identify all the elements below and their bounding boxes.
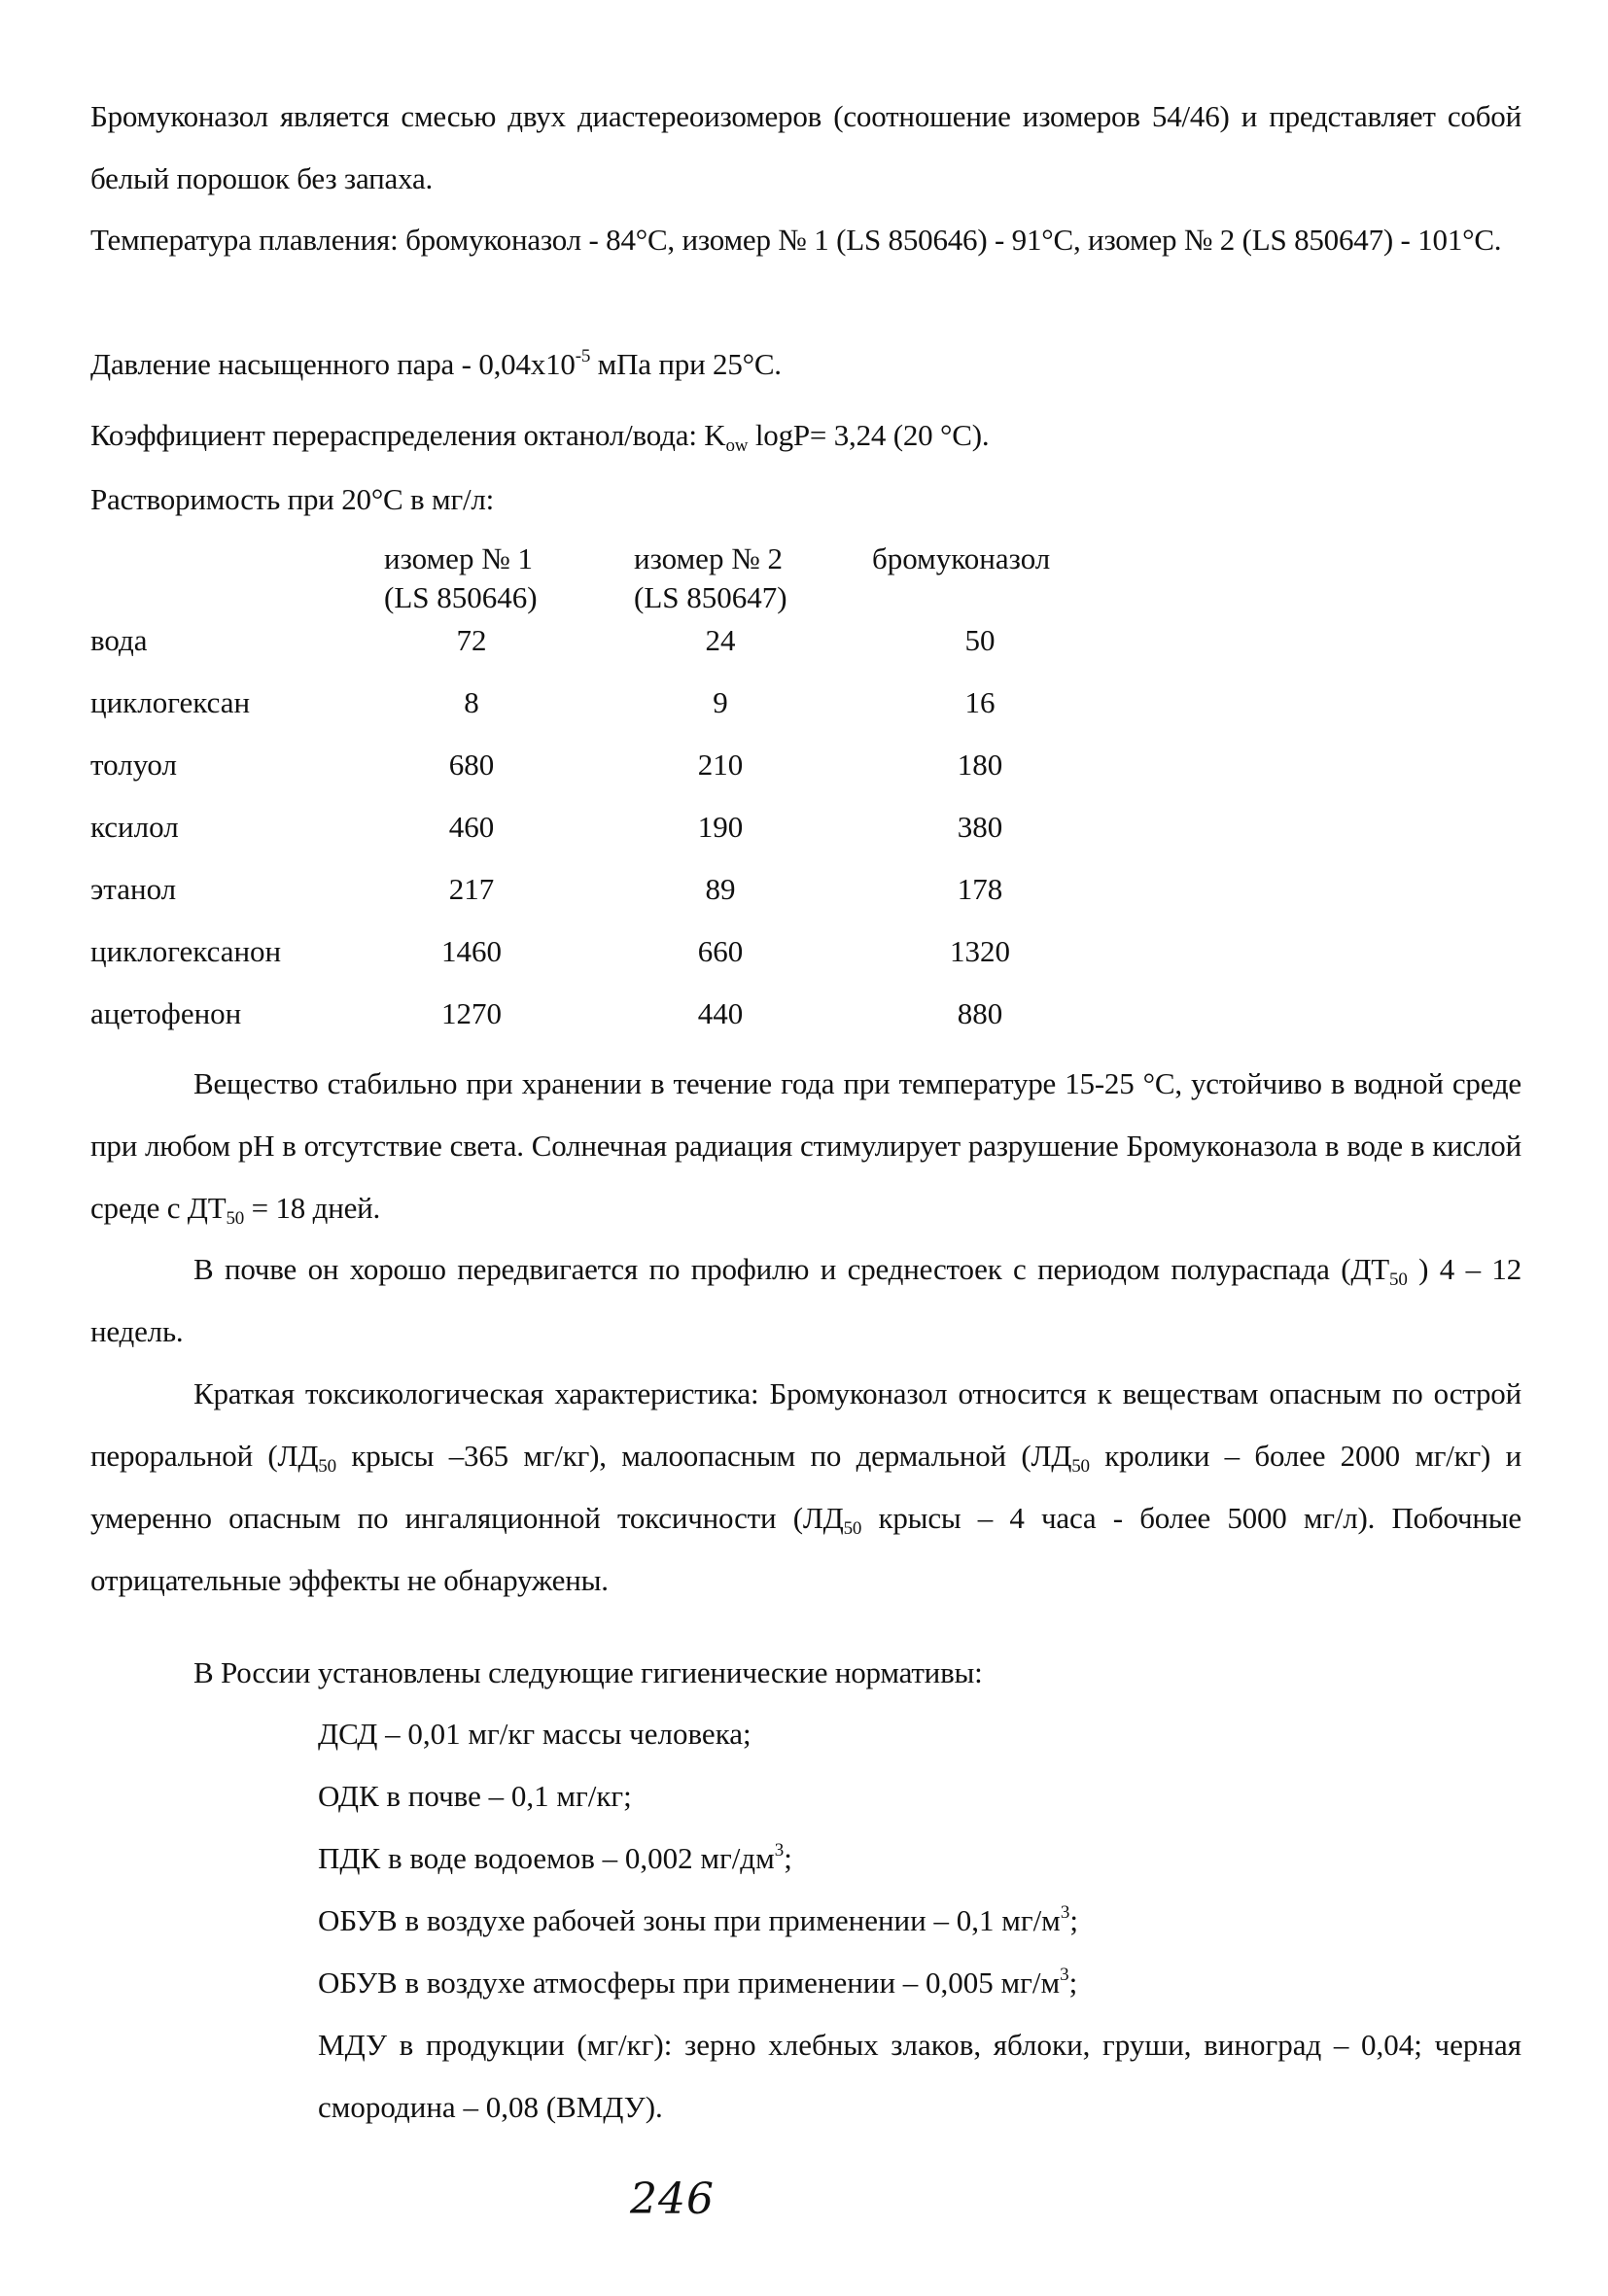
table-row xyxy=(90,748,1160,786)
bromuconazole-value: 880 xyxy=(957,996,1003,1030)
norm-item-pdk: ПДК в воде водоемов – 0,002 $мг/дм^3$; xyxy=(318,1840,792,1875)
toxicology-paragraph: Краткая токсикологическая характеристика: Бромуконазол относится к веществам опасным по острой пероральной ($ЛД_{50}$ крысы –365 мг/кг), малоопасным по дермальной ($ЛД_{50}$ кролики – более 2000 мг/кг) и умеренно опасным по ингаляционной токсичности ($ЛД_{50}$ крысы – 4 часа - более 5000 мг/л). Побочные отрицательные эффекты не обнаружены. xyxy=(90,1376,1521,1597)
table-header-bromuconazole: бромуконазол xyxy=(872,541,1051,575)
isomer-1-value: 460 xyxy=(448,810,495,844)
stability-paragraph: Вещество стабильно при хранении в течение года при температуре 15-25 °С, устойчиво в водной среде при любом pH в отсутствие света. Солнечная радиация стимулирует разрушение Бромуконазола в воде в кислой среде с $ДТ_{50} = 18$ дней. xyxy=(90,1066,1521,1229)
table-header-isomer-2: изомер № 2 (LS 850647) xyxy=(634,541,787,614)
bromuconazole-value: 380 xyxy=(957,810,1003,844)
melting-point-paragraph: Температура плавления: бромуконазол - 84°С, изомер № 1 (LS 850646) - 91°С, изомер № 2 (LS 850647) - 101°С. xyxy=(90,223,1502,257)
norm-item-odk: ОДК в почве – 0,1 мг/кг; xyxy=(318,1779,632,1813)
solvent-name: циклогексанон xyxy=(90,934,282,968)
table-row xyxy=(90,934,1160,973)
partition-coefficient-line: Коэффициент перераспределения октанол/вода: $K_{ow}$ logP= 3,24 (20 °С). xyxy=(90,418,990,456)
table-header-isomer-1: изомер № 1 (LS 850646) xyxy=(384,541,538,614)
solvent-name: толуол xyxy=(90,748,177,782)
bromuconazole-value: 178 xyxy=(957,872,1003,906)
table-row xyxy=(90,685,1160,724)
solvent-name: ацетофенон xyxy=(90,996,242,1030)
vapor-pressure-line: Давление насыщенного пара - $0,04х10^{-5}$ мПа при 25°С. xyxy=(90,346,782,381)
isomer-2-value: 89 xyxy=(705,872,736,906)
bromuconazole-value: 1320 xyxy=(950,934,1010,968)
table-row xyxy=(90,996,1160,1035)
soil-paragraph: В почве он хорошо передвигается по профилю и среднестоек с периодом полураспада ($ДТ_{50}$ ) 4 – 12 недель. xyxy=(90,1252,1522,1348)
table-row xyxy=(90,623,1160,662)
isomer-1-value: 680 xyxy=(448,748,495,782)
solvent-name: циклогексан xyxy=(90,685,251,719)
table-row xyxy=(90,810,1160,849)
isomer-2-value: 210 xyxy=(697,748,744,782)
norm-item-dsd: ДСД – 0,01 мг/кг массы человека; xyxy=(318,1717,752,1751)
isomer-2-value: 9 xyxy=(713,685,728,719)
solvent-name: вода xyxy=(90,623,148,657)
isomer-2-value: 190 xyxy=(697,810,744,844)
norm-item-obuv-atmosphere: ОБУВ в воздухе атмосферы при применении – 0,005 $мг/м^3$; xyxy=(318,1965,1078,2000)
isomer-2-value: 24 xyxy=(705,623,736,657)
isomer-1-value: 8 xyxy=(464,685,479,719)
page-number: 246 xyxy=(630,2174,715,2224)
isomer-1-value: 217 xyxy=(448,872,495,906)
solubility-title: Растворимость при 20°С в мг/л: xyxy=(90,482,495,516)
solvent-name: этанол xyxy=(90,872,177,906)
bromuconazole-value: 50 xyxy=(964,623,996,657)
bromuconazole-value: 180 xyxy=(957,748,1003,782)
bromuconazole-value: 16 xyxy=(964,685,996,719)
solvent-name: ксилол xyxy=(90,810,179,844)
table-row xyxy=(90,872,1160,911)
norm-item-mdu: МДУ в продукции (мг/кг): зерно хлебных злаков, яблоки, груши, виноград – 0,04; черная смородина – 0,08 (ВМДУ). xyxy=(318,2028,1521,2124)
isomer-1-value: 1270 xyxy=(441,996,502,1030)
isomer-2-value: 660 xyxy=(697,934,744,968)
isomer-1-value: 72 xyxy=(456,623,487,657)
isomer-2-value: 440 xyxy=(697,996,744,1030)
norm-item-obuv-work: ОБУВ в воздухе рабочей зоны при применении – 0,1 $мг/м^3$; xyxy=(318,1902,1078,1937)
intro-paragraph: Бромуконазол является смесью двух диастереоизомеров (соотношение изомеров 54/46) и представляет собой белый порошок без запаха. xyxy=(90,99,1521,195)
isomer-1-value: 1460 xyxy=(441,934,502,968)
norms-intro: В России установлены следующие гигиенические нормативы: xyxy=(193,1655,983,1689)
